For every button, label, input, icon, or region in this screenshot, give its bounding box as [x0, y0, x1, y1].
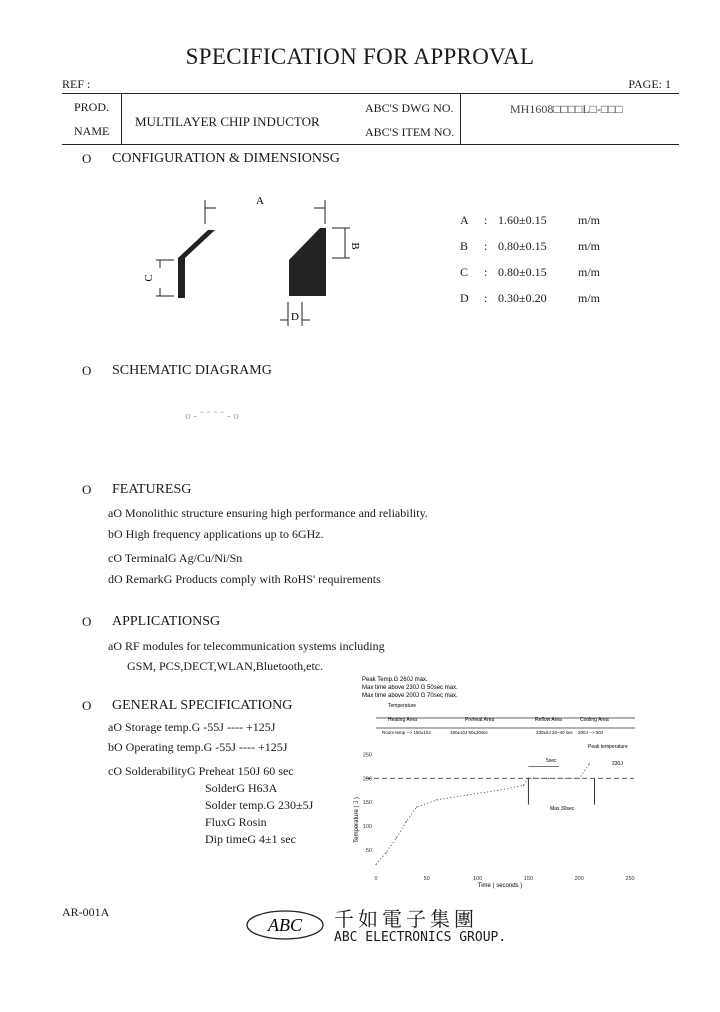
- profile-point: [589, 763, 590, 764]
- zone-name: Heating Area: [388, 717, 417, 723]
- profile-point: [386, 852, 387, 853]
- dimension-colon: :: [484, 212, 488, 227]
- dimension-table: [460, 207, 600, 311]
- zone-name: Cooling Area: [580, 717, 609, 723]
- page-title: SPECIFICATION FOR APPROVAL: [185, 44, 535, 69]
- profile-point: [467, 794, 468, 795]
- dimension-colon: :: [484, 264, 488, 279]
- application-item: aO RF modules for telecommunication systems including: [108, 639, 385, 653]
- bullet-schematic: O: [82, 363, 92, 378]
- y-tick-label: 150: [362, 800, 372, 807]
- bullet-features: O: [82, 482, 92, 497]
- profile-series-line: [376, 764, 589, 865]
- chart-note: Max time above 230J G 50sec max.: [362, 685, 458, 691]
- dimension-value: 0.80±0.15: [498, 238, 547, 253]
- dimension-row: [460, 285, 600, 311]
- table-divider-1: [121, 93, 122, 144]
- zone-name: Preheat Area: [465, 717, 495, 723]
- dwg-value: MH1608□□□□L□-□□□: [510, 102, 623, 116]
- spec-operating: bO Operating temp.G -55J ---- +125J: [108, 740, 288, 754]
- spec-solderability: cO SolderabilityG Preheat 150J 60 sec: [108, 764, 294, 778]
- features-heading: FEATURESG: [112, 482, 192, 497]
- profile-point: [497, 790, 498, 791]
- chip-terminal-left-body: [178, 258, 185, 298]
- profile-point: [436, 799, 437, 800]
- spec-solder-temp: Solder temp.G 230±5J: [205, 798, 314, 812]
- dim-c-label: C: [143, 274, 155, 282]
- x-tick-label: 0: [374, 876, 378, 882]
- inner-label-5sec: 5sec: [546, 758, 557, 764]
- dimension-unit: m/m: [578, 238, 601, 253]
- applications-heading: APPLICATIONSG: [112, 614, 221, 629]
- dimension-row: [460, 259, 600, 285]
- profile-point: [548, 778, 549, 779]
- company-name-en: ABC ELECTRONICS GROUP.: [334, 930, 507, 945]
- chart-note: Max time above 200J G 70sec max.: [362, 693, 458, 699]
- zone-desc: Room temp --> 150±10J: [382, 730, 431, 735]
- y-tick-label: 200: [362, 776, 372, 783]
- dim-d-label: D: [291, 311, 299, 323]
- inner-label-max30: Max 30sec: [550, 806, 575, 812]
- chip-terminal-left: [178, 230, 215, 258]
- bullet-applications: O: [82, 614, 92, 629]
- dimension-value: 1.60±0.15: [498, 212, 547, 227]
- feature-item: bO High frequency applications up to 6GHz.: [108, 527, 324, 541]
- dimension-row: [460, 207, 600, 233]
- dim-a-label: A: [256, 195, 264, 207]
- dimension-key: C: [460, 264, 469, 279]
- config-heading: CONFIGURATION & DIMENSIONSG: [112, 151, 340, 166]
- profile-point: [558, 778, 559, 779]
- dimension-key: B: [460, 238, 469, 253]
- dimension-unit: m/m: [578, 264, 601, 279]
- dimension-value: 0.80±0.15: [498, 264, 547, 279]
- abc-logo: [244, 908, 326, 942]
- dimension-colon: :: [484, 238, 488, 253]
- zone-name: Reflow Area: [535, 717, 562, 723]
- spec-storage: aO Storage temp.G -55J ---- +125J: [108, 720, 276, 734]
- x-tick-label: 250: [625, 876, 635, 882]
- peak-label: Peak temperature: [588, 744, 628, 750]
- dwg-label: ABC'S DWG NO.: [365, 101, 454, 115]
- feature-item: dO RemarkG Products comply with RoHS' requirements: [108, 572, 381, 586]
- y-tick-label: 100: [362, 824, 372, 831]
- schematic-diagram: o-ˆˆˆˆ-o: [185, 410, 242, 422]
- chart-axes: [363, 752, 635, 882]
- application-item-cont: GSM, PCS,DECT,WLAN,Bluetooth,etc.: [127, 659, 324, 673]
- profile-point: [523, 785, 524, 786]
- table-divider-2: [460, 93, 461, 144]
- x-axis-label: Time ( seconds ): [477, 883, 523, 889]
- spec-flux: FluxG Rosin: [205, 815, 267, 829]
- profile-point: [375, 864, 376, 865]
- table-bottom-border: [62, 144, 679, 145]
- zone-desc: 150±10J 60±30sec: [450, 730, 488, 735]
- profile-point: [579, 778, 580, 779]
- chart-top-label: Temperature: [388, 703, 417, 709]
- inner-label-230: 230J: [612, 761, 623, 767]
- general-heading: GENERAL SPECIFICATIONG: [112, 698, 293, 713]
- y-tick-label: 50: [365, 848, 372, 855]
- form-code: AR-001A: [62, 905, 110, 919]
- spec-dip-time: Dip timeG 4±1 sec: [205, 832, 296, 846]
- profile-point: [406, 821, 407, 822]
- logo-text: ABC: [268, 915, 302, 935]
- name-label: NAME: [74, 124, 110, 138]
- dimension-colon: :: [484, 290, 488, 305]
- x-tick-label: 150: [523, 876, 533, 882]
- prod-label: PROD.: [74, 100, 110, 114]
- page-label: PAGE: 1: [628, 77, 671, 91]
- schematic-heading: SCHEMATIC DIAGRAMG: [112, 363, 272, 378]
- x-tick-label: 100: [473, 876, 483, 882]
- y-axis-label: Temperature ( J ): [354, 797, 360, 843]
- table-top-border: [62, 93, 679, 94]
- chart-note: Peak Temp.G 260J max.: [362, 677, 428, 683]
- y-tick-label: 250: [362, 752, 372, 759]
- chip-terminal-right: [289, 228, 326, 296]
- zone-desc: 230±5J 20~40 sec: [536, 730, 573, 735]
- x-tick-label: 50: [423, 876, 430, 882]
- profile-point: [533, 778, 534, 779]
- feature-item: aO Monolithic structure ensuring high performance and reliability.: [108, 506, 428, 520]
- dimension-key: D: [460, 290, 469, 305]
- dimension-key: A: [460, 212, 469, 227]
- ref-label: REF :: [62, 77, 91, 91]
- x-tick-label: 200: [574, 876, 584, 882]
- bullet-config: O: [82, 151, 92, 166]
- profile-point: [416, 806, 417, 807]
- feature-item: cO TerminalG Ag/Cu/Ni/Sn: [108, 551, 243, 565]
- profile-point: [396, 838, 397, 839]
- chip-dimension-drawing: [130, 188, 370, 338]
- spec-solder: SolderG H63A: [205, 781, 278, 795]
- dimension-value: 0.30±0.20: [498, 290, 547, 305]
- dimension-unit: m/m: [578, 212, 601, 227]
- dimension-unit: m/m: [578, 290, 601, 305]
- company-name-cn: 千如電子集團: [334, 907, 478, 931]
- reflow-profile-chart: [340, 670, 680, 895]
- zone-desc: 200J --> 50J: [578, 730, 604, 735]
- dim-b-label: B: [349, 242, 361, 250]
- product-name: MULTILAYER CHIP INDUCTOR: [135, 114, 320, 129]
- dimension-row: [460, 233, 600, 259]
- item-label: ABC'S ITEM NO.: [365, 125, 455, 139]
- bullet-general: O: [82, 698, 92, 713]
